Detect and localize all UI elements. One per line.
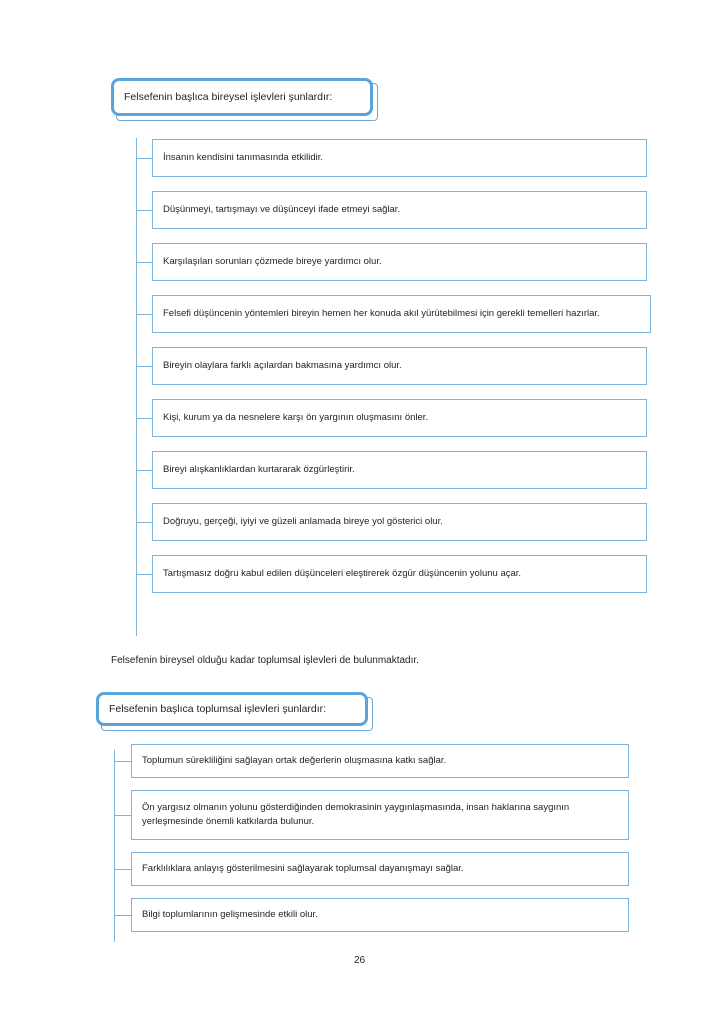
connector-line xyxy=(136,210,152,211)
connector-line xyxy=(114,761,131,762)
list-item xyxy=(0,852,719,886)
list-item xyxy=(0,444,719,496)
list-item xyxy=(0,898,719,932)
section2-tree xyxy=(0,744,719,954)
list-item xyxy=(0,236,719,288)
list-item xyxy=(0,548,719,600)
list-item-text: Bireyin olaylara farklı açılardan bakmasına yardımcı olur. xyxy=(152,347,647,385)
list-item-text: Bilgi toplumlarının gelişmesinde etkili olur. xyxy=(131,898,629,932)
list-item xyxy=(0,790,719,840)
list-item-text: Kişi, kurum ya da nesnelere karşı ön yargının oluşmasını önler. xyxy=(152,399,647,437)
connector-line xyxy=(136,418,152,419)
connector-line xyxy=(114,869,131,870)
connector-line xyxy=(136,158,152,159)
page-number: 26 xyxy=(353,955,366,966)
connector-line xyxy=(136,522,152,523)
bridge-paragraph: Felsefenin bireysel olduğu kadar toplumsal işlevleri de bulunmaktadır. xyxy=(111,655,419,666)
section1-tree xyxy=(0,132,719,652)
connector-line xyxy=(136,470,152,471)
list-item-text: Doğruyu, gerçeği, iyiyi ve güzeli anlamada bireye yol gösterici olur. xyxy=(152,503,647,541)
list-item-text: Felsefi düşüncenin yöntemleri bireyin hemen her konuda akıl yürütebilmesi için gerekli temelleri hazırlar. xyxy=(152,295,651,333)
section2-header xyxy=(96,692,386,736)
section1-header-label: Felsefenin başlıca bireysel işlevleri şunlardır: xyxy=(111,78,373,116)
section1-header xyxy=(111,78,379,122)
list-item-text: Toplumun sürekliliğini sağlayan ortak değerlerin oluşmasına katkı sağlar. xyxy=(131,744,629,778)
list-item xyxy=(0,496,719,548)
connector-line xyxy=(114,915,131,916)
list-item-text: Farklılıklara anlayış gösterilmesini sağlayarak toplumsal dayanışmayı sağlar. xyxy=(131,852,629,886)
list-item xyxy=(0,132,719,184)
list-item-text: Karşılaşılan sorunları çözmede bireye yardımcı olur. xyxy=(152,243,647,281)
list-item xyxy=(0,744,719,778)
list-item-text: Bireyi alışkanlıklardan kurtararak özgürleştirir. xyxy=(152,451,647,489)
list-item-text: Tartışmasız doğru kabul edilen düşünceleri eleştirerek özgür düşüncenin yolunu açar. xyxy=(152,555,647,593)
list-item-text: Düşünmeyi, tartışmayı ve düşünceyi ifade etmeyi sağlar. xyxy=(152,191,647,229)
connector-line xyxy=(114,815,131,816)
list-item xyxy=(0,288,719,340)
connector-line xyxy=(136,574,152,575)
list-item xyxy=(0,184,719,236)
social-functions-section xyxy=(0,692,719,954)
list-item xyxy=(0,392,719,444)
connector-line xyxy=(136,366,152,367)
list-item-text: İnsanın kendisini tanımasında etkilidir. xyxy=(152,139,647,177)
section2-header-label: Felsefenin başlıca toplumsal işlevleri şunlardır: xyxy=(96,692,368,726)
connector-line xyxy=(136,262,152,263)
individual-functions-section xyxy=(0,78,719,652)
list-item-text: Ön yargısız olmanın yolunu gösterdiğinden demokrasinin yaygınlaşmasında, insan haklarına saygının yerleşmesinde önemli katkılarda bulunur. xyxy=(131,790,629,840)
list-item xyxy=(0,340,719,392)
connector-line xyxy=(136,314,152,315)
